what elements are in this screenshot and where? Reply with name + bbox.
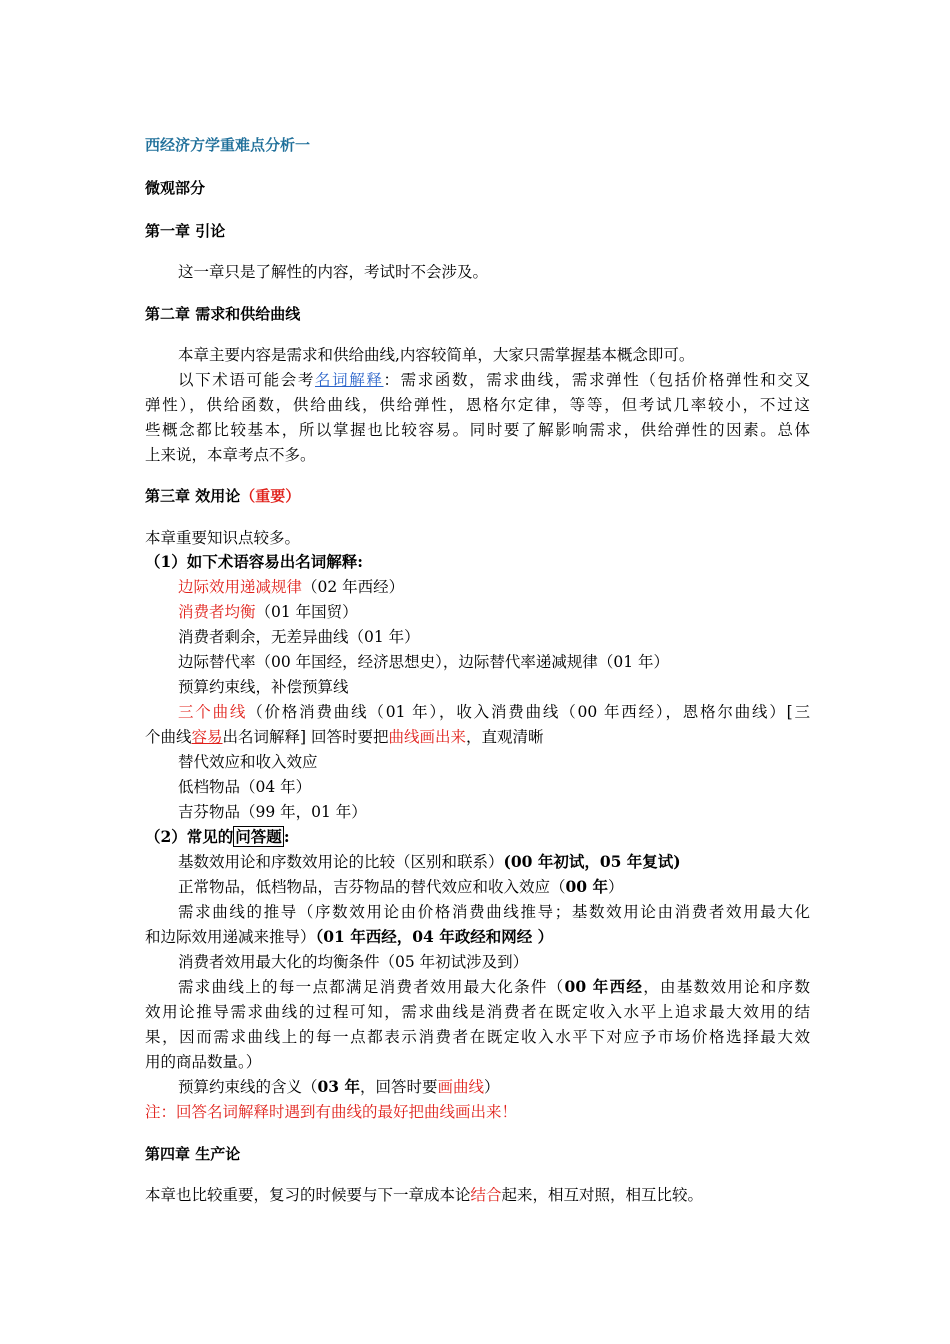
chapter-4-paragraph: 本章也比较重要，复习的时候要与下一章成本论结合起来，相互对照，相互比较。 (145, 1186, 704, 1204)
term-item: 三个曲线（价格消费曲线（01 年），收入消费曲线（00 年西经），恩格尔曲线）[三 (178, 703, 810, 721)
question-item-continued: 效用论推导需求曲线的过程可知，需求曲线是消费者在既定收入水平上追求最大效用的结 (145, 1003, 810, 1021)
term-item: 预算约束线，补偿预算线 (178, 678, 349, 696)
chapter-2-paragraph-2-line-2: 弹性），供给函数，供给曲线，供给弹性，恩格尔定律，等等，但考试几率较小，不过这 (145, 396, 810, 414)
part-heading: 微观部分 (145, 179, 206, 197)
question-item: 需求曲线的推导（序数效用论由价格消费曲线推导；基数效用论由消费者效用最大化 (178, 903, 810, 921)
term-link[interactable]: 名词解释 (315, 371, 384, 389)
term-item: 边际效用递减规律（02 年西经） (178, 578, 405, 596)
term-item: 边际替代率（00 年国经，经济思想史），边际替代率递减规律（01 年） (178, 653, 670, 671)
question-item: 消费者效用最大化的均衡条件（05 年初试涉及到） (178, 953, 529, 971)
section-1-heading: （1）如下术语容易出名词解释: (145, 552, 364, 571)
question-item-continued: 和边际效用递减来推导）（01 年西经，04 年政经和网经 ） (145, 927, 554, 946)
document-title: 西经济方学重难点分析一 (145, 136, 311, 154)
term-item: 低档物品（04 年） (178, 778, 312, 796)
section-2-heading: （2）常见的 问答题 : (145, 827, 290, 846)
chapter-4-heading: 第四章 生产论 (145, 1145, 241, 1163)
chapter-2-paragraph-1: 本章主要内容是需求和供给曲线,内容较简单，大家只需掌握基本概念即可。 (178, 346, 695, 364)
chapter-2-paragraph-2-line-3: 些概念都比较基本，所以掌握也比较容易。同时要了解影响需求，供给弹性的因素。总体 (145, 421, 810, 439)
term-item: 替代效应和收入效应 (178, 753, 318, 771)
question-item-continued: 用的商品数量。） (145, 1053, 262, 1071)
question-item: 需求曲线上的每一点都满足消费者效用最大化条件（00 年西经，由基数效用论和序数 (178, 977, 810, 996)
chapter-2-heading: 第二章 需求和供给曲线 (145, 305, 301, 323)
question-item: 正常物品，低档物品，吉芬物品的替代效应和收入效应（00 年） (178, 877, 624, 896)
importance-note: （重要） (240, 487, 301, 505)
term-item: 吉芬物品（99 年，01 年） (178, 803, 367, 821)
chapter-3-intro: 本章重要知识点较多。 (145, 529, 301, 547)
question-item: 基数效用论和序数效用论的比较（区别和联系）(00 年初试，05 年复试) (178, 852, 681, 871)
question-item-continued: 果，因而需求曲线上的每一点都表示消费者在既定收入水平下对应予市场价格选择最大效 (145, 1028, 810, 1046)
chapter-2-paragraph-2-line-4: 上来说，本章考点不多。 (145, 446, 316, 464)
chapter-2-paragraph-2-line-1: 以下术语可能会考名词解释：需求函数，需求曲线，需求弹性（包括价格弹性和交叉 (178, 371, 810, 389)
term-item-continued: 个曲线容易出名词解释] 回答时要把曲线画出来，直观清晰 (145, 728, 544, 746)
chapter-3-note: 注：回答名词解释时遇到有曲线的最好把曲线画出来！ (145, 1103, 518, 1121)
boxed-term: 问答题 (235, 827, 282, 846)
question-item: 预算约束线的含义（03 年，回答时要画曲线） (178, 1077, 500, 1096)
chapter-1-heading: 第一章 引论 (145, 222, 226, 240)
chapter-3-heading: 第三章 效用论（重要） (145, 487, 301, 505)
term-item: 消费者均衡（01 年国贸） (178, 603, 358, 621)
chapter-1-paragraph: 这一章只是了解性的内容，考试时不会涉及。 (178, 263, 489, 281)
term-item: 消费者剩余，无差异曲线（01 年） (178, 628, 420, 646)
